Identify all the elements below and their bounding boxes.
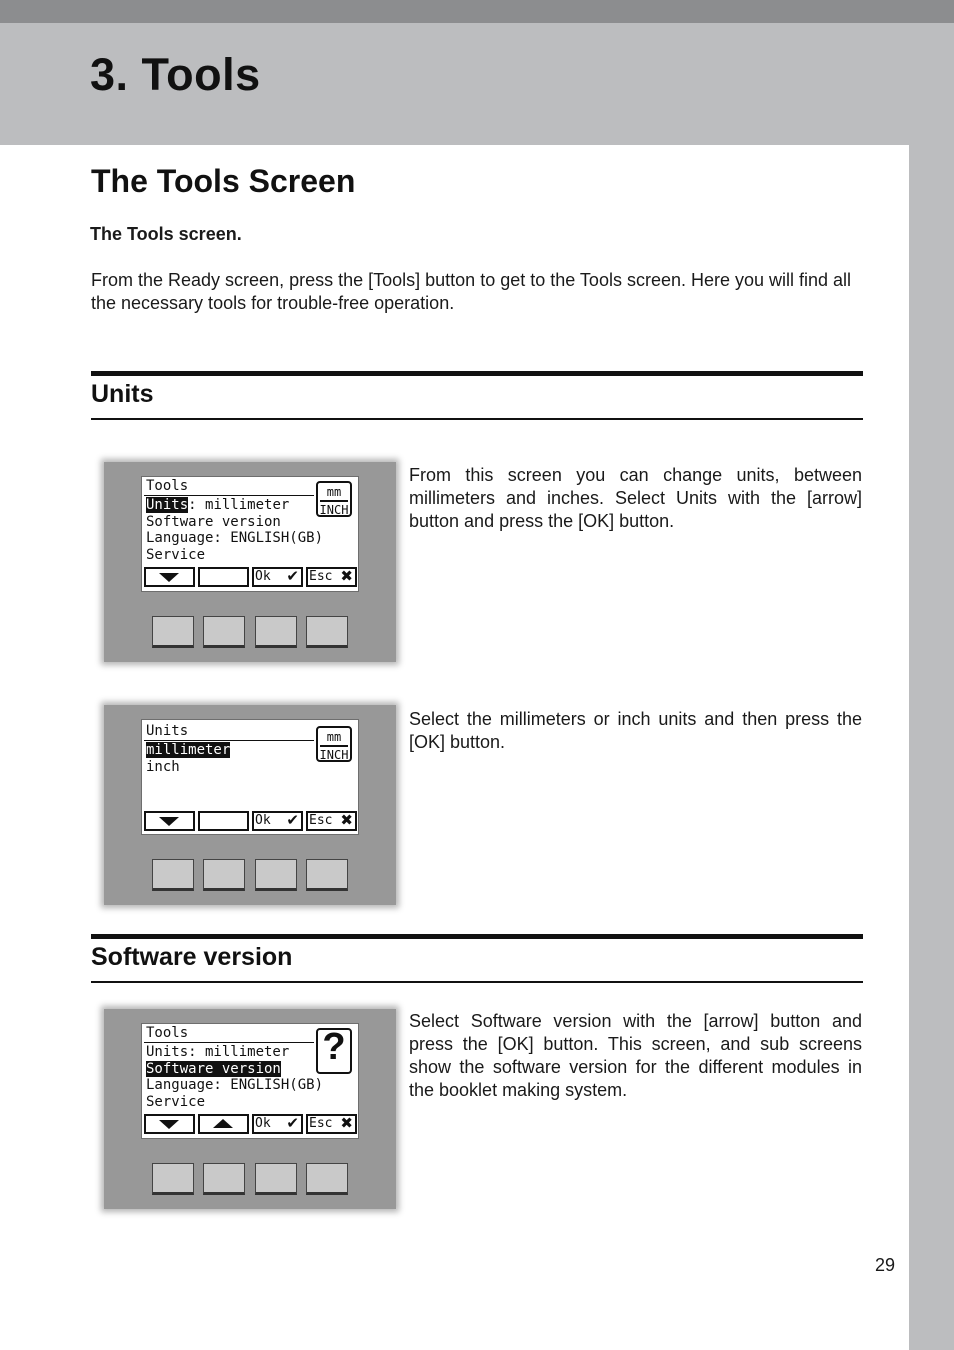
question-mark-icon: ? bbox=[316, 1028, 352, 1074]
lcd-highlight: Units bbox=[146, 497, 189, 513]
close-icon: ✖ bbox=[340, 811, 353, 829]
hardware-key-1[interactable] bbox=[152, 1163, 194, 1195]
section-software-version bbox=[91, 934, 863, 983]
hardware-key-2[interactable] bbox=[203, 859, 245, 891]
close-icon: ✖ bbox=[340, 567, 353, 585]
softkey-esc[interactable] bbox=[306, 1114, 357, 1134]
lcd-line bbox=[146, 497, 289, 514]
section-title-software: Software version bbox=[91, 943, 293, 971]
softkey-down[interactable] bbox=[144, 811, 195, 831]
hardware-key-4[interactable] bbox=[306, 616, 348, 648]
page-number: 29 bbox=[875, 1255, 896, 1275]
hardware-key-2[interactable] bbox=[203, 616, 245, 648]
hardware-key-1[interactable] bbox=[152, 616, 194, 648]
top-strip bbox=[0, 0, 954, 23]
arrow-down-icon bbox=[159, 573, 179, 582]
lcd-screen bbox=[141, 476, 359, 592]
description-tools-units: From this screen you can change units, between millimeters and inches. Select Units with the [arrow] button and press the [OK] button. bbox=[409, 465, 862, 531]
softkey-ok[interactable] bbox=[252, 567, 303, 587]
lcd-line: Units: millimeter bbox=[146, 1044, 290, 1060]
lcd-title: Tools bbox=[146, 478, 189, 494]
lcd-line: Service bbox=[146, 547, 206, 563]
softkey-ok[interactable] bbox=[252, 811, 303, 831]
icon-label-top: mm bbox=[326, 730, 342, 744]
lcd-line: Language: ENGLISH(GB) bbox=[146, 530, 324, 546]
device-panel-units-select bbox=[104, 705, 396, 905]
hardware-key-3[interactable] bbox=[255, 616, 297, 648]
icon-label-top: mm bbox=[326, 485, 342, 499]
icon-label-bottom: INCH bbox=[319, 748, 349, 762]
arrow-up-icon bbox=[213, 1119, 233, 1128]
lcd-screen bbox=[141, 719, 359, 835]
units-mm-inch-icon bbox=[316, 481, 352, 517]
esc-label: Esc bbox=[309, 569, 333, 584]
lcd-line bbox=[146, 1061, 281, 1078]
hardware-keys bbox=[151, 616, 351, 650]
ok-label: Ok bbox=[255, 569, 271, 584]
close-icon: ✖ bbox=[340, 1114, 353, 1132]
softkey-esc[interactable] bbox=[306, 567, 357, 587]
description-units-select: Select the millimeters or inch units and then press the [OK] button. bbox=[409, 709, 862, 752]
softkey-bar bbox=[144, 811, 356, 831]
softkey-down[interactable] bbox=[144, 567, 195, 587]
hardware-key-1[interactable] bbox=[152, 859, 194, 891]
softkey-ok[interactable] bbox=[252, 1114, 303, 1134]
checkmark-icon: ✔ bbox=[286, 1114, 299, 1132]
icon-label-bottom: INCH bbox=[319, 503, 349, 517]
intro-paragraph: From the Ready screen, press the [Tools] button to get to the Tools screen. Here you will find all the necessary tools for trouble-free operation. bbox=[91, 270, 852, 313]
lcd-title: Tools bbox=[146, 1025, 189, 1041]
page-heading: The Tools Screen bbox=[91, 163, 356, 199]
arrow-down-icon bbox=[159, 817, 179, 826]
checkmark-icon: ✔ bbox=[286, 567, 299, 585]
lcd-line: Software version bbox=[146, 514, 281, 530]
right-margin-bar bbox=[909, 145, 954, 1350]
lcd-line: Service bbox=[146, 1094, 206, 1110]
softkey-up[interactable] bbox=[198, 1114, 249, 1134]
lcd-line bbox=[146, 742, 230, 759]
lcd-line: Language: ENGLISH(GB) bbox=[146, 1077, 324, 1093]
hardware-key-2[interactable] bbox=[203, 1163, 245, 1195]
softkey-bar bbox=[144, 567, 356, 587]
hardware-keys bbox=[151, 1163, 351, 1197]
arrow-down-icon bbox=[159, 1120, 179, 1129]
hardware-key-4[interactable] bbox=[306, 859, 348, 891]
softkey-blank[interactable] bbox=[198, 567, 249, 587]
softkey-blank[interactable] bbox=[198, 811, 249, 831]
lcd-highlight: millimeter bbox=[146, 742, 231, 758]
lcd-title-divider bbox=[144, 740, 314, 741]
description-tools-software: Select Software version with the [arrow] button and press the [OK] button. This screen, and sub screens show the software version for the different modules in the booklet making system. bbox=[409, 1011, 862, 1100]
checkmark-icon: ✔ bbox=[286, 811, 299, 829]
hardware-keys bbox=[151, 859, 351, 893]
chapter-title: 3. Tools bbox=[90, 49, 261, 100]
esc-label: Esc bbox=[309, 1116, 333, 1131]
section-units bbox=[91, 371, 863, 420]
esc-label: Esc bbox=[309, 813, 333, 828]
hardware-key-4[interactable] bbox=[306, 1163, 348, 1195]
softkey-bar bbox=[144, 1114, 356, 1134]
chapter-header bbox=[0, 23, 954, 145]
softkey-down[interactable] bbox=[144, 1114, 195, 1134]
device-panel-tools-software bbox=[104, 1009, 396, 1209]
lcd-line-text: : millimeter bbox=[188, 497, 290, 513]
section-title-units: Units bbox=[91, 380, 154, 408]
lcd-title: Units bbox=[146, 723, 189, 739]
hardware-key-3[interactable] bbox=[255, 859, 297, 891]
lcd-title-divider bbox=[144, 495, 314, 496]
lcd-title-divider bbox=[144, 1042, 314, 1043]
lcd-line: inch bbox=[146, 759, 180, 775]
lcd-screen bbox=[141, 1023, 359, 1139]
ok-label: Ok bbox=[255, 813, 271, 828]
ok-label: Ok bbox=[255, 1116, 271, 1131]
lcd-highlight: Software version bbox=[146, 1061, 281, 1077]
units-mm-inch-icon bbox=[316, 726, 352, 762]
caption: The Tools screen. bbox=[90, 224, 242, 244]
softkey-esc[interactable] bbox=[306, 811, 357, 831]
hardware-key-3[interactable] bbox=[255, 1163, 297, 1195]
device-panel-tools-units bbox=[104, 462, 396, 662]
